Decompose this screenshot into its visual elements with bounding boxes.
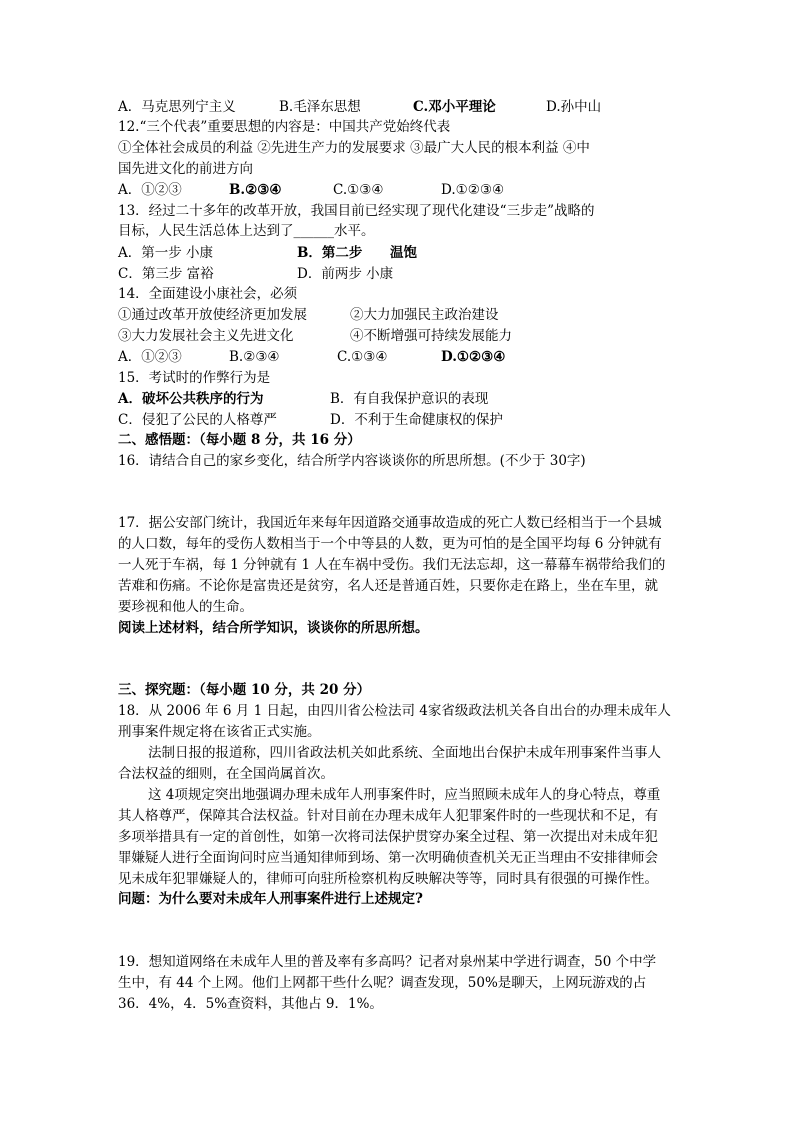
q17-line-2: 的人口数，每年的受伤人数相当于一个中等县的人数，更为可怕的是全国平均每 6 分钟就有	[118, 536, 662, 552]
q13-option-b: B．第二步	[297, 245, 363, 261]
q14-item-3: ③大力发展社会主义先进文化	[118, 328, 294, 344]
q19-line-2: 生中，有 44 个上网。他们上网都干些什么呢？调查发现，50%是聊天，上网玩游戏的占	[118, 975, 647, 991]
q18-p2-line-1: 法制日报的报道称，四川省政法机关如此系统、全面地出台保护未成年刑事案件当事人	[148, 745, 661, 761]
q17-line-5: 要珍视和他人的生命。	[118, 599, 253, 615]
q13-option-c: C．第三步 富裕	[118, 266, 214, 282]
q14-item-2: ②大力加强民主政治建设	[350, 307, 499, 323]
q13-option-d: D．前两步 小康	[297, 266, 394, 282]
section2-heading: 二、感悟题：（每小题 8 分，共 16 分）	[118, 432, 361, 448]
q12-items-line2: 国先进文化的前进方向	[118, 161, 253, 177]
q13-option-b-answer: 温饱	[390, 245, 417, 261]
q14-option-d: D.①②③④	[441, 349, 506, 365]
q12-option-b: B.②③④	[229, 182, 282, 198]
q18-question: 问题：为什么要对未成年人刑事案件进行上述规定?	[118, 891, 423, 907]
q14-stem: 14．全面建设小康社会，必须	[118, 286, 298, 302]
q17-prompt: 阅读上述材料，结合所学知识，谈谈你的所思所想。	[118, 620, 429, 636]
q18-p3-line-1: 这 4项规定突出地强调办理未成年人刑事案件时，应当照顾未成年人的身心特点，尊重	[148, 787, 661, 803]
q12-stem: 12.“三个代表”重要思想的内容是：中国共产党始终代表	[118, 119, 451, 135]
q11-option-a: A．马克思列宁主义	[118, 99, 236, 115]
q18-p3-line-5: 见未成年犯罪嫌疑人的，律师可向驻所检察机构反映解决等等，同时具有很强的可操作性。	[118, 871, 658, 887]
q17-line-3: 一人死于车祸，每 1 分钟就有 1 人在车祸中受伤。我们无法忘却，这一幕幕车祸带给我们的	[118, 557, 666, 573]
q19-line-1: 19．想知道网络在未成年人里的普及率有多高吗？记者对泉州某中学进行调查，50 个中学	[118, 954, 657, 970]
q15-option-c: C．侵犯了公民的人格尊严	[118, 412, 277, 428]
q15-option-b: B．有自我保护意识的表现	[330, 391, 489, 407]
q18-p3-line-4: 罪嫌疑人进行全面询问时应当通知律师到场、第一次明确侦查机关无正当理由不安排律师会	[118, 850, 658, 866]
q13-option-a: A．第一步 小康	[118, 245, 214, 261]
q14-option-a: A．①②③	[118, 349, 182, 365]
section3-heading: 三、探究题：（每小题 10 分，共 20 分）	[118, 682, 371, 698]
q18-p3-line-3: 多项举措具有一定的首创性，如第一次将司法保护贯穿办案全过程、第一次提出对未成年犯	[118, 829, 658, 845]
q17-line-1: 17．据公安部门统计，我国近年来每年因道路交通事故造成的死亡人数已经相当于一个县城	[118, 515, 662, 531]
q14-item-1: ①通过改革开放使经济更加发展	[118, 307, 307, 323]
q11-option-c: C.邓小平理论	[413, 99, 496, 115]
q19-line-3: 36．4%，4．5%查资料，其他占 9．1%。	[118, 996, 383, 1012]
q12-option-c: C.①③④	[333, 182, 384, 198]
q17-line-4: 苦难和伤痛。不论你是富贵还是贫穷，名人还是普通百姓，只要你走在路上，坐在车里，就	[118, 578, 658, 594]
q14-option-c: C.①③④	[337, 349, 388, 365]
q18-p2-line-2: 合法权益的细则，在全国尚属首次。	[118, 766, 334, 782]
q15-stem: 15．考试时的作弊行为是	[118, 370, 271, 386]
q13-stem-line2: 目标，人民生活总体上达到了______水平。	[118, 223, 375, 239]
q18-p3-line-2: 其人格尊严，保障其合法权益。针对目前在办理未成年人犯罪案件时的一些现状和不足，有	[118, 808, 658, 824]
q11-option-b: B.毛泽东思想	[279, 99, 361, 115]
q15-option-d: D．不利于生命健康权的保护	[330, 412, 503, 428]
q14-option-b: B.②③④	[229, 349, 280, 365]
q15-option-a: A．破坏公共秩序的行为	[118, 391, 264, 407]
q12-items-line1: ①全体社会成员的利益 ②先进生产力的发展要求 ③最广大人民的根本利益 ④中	[118, 140, 590, 156]
q11-option-d: D.孙中山	[546, 99, 602, 115]
q18-line-1: 18．从 2006 年 6 月 1 日起，由四川省公检法司 4家省级政法机关各自出台的办理未成年人	[118, 703, 671, 719]
q14-item-4: ④不断增强可持续发展能力	[350, 328, 512, 344]
q16-stem: 16．请结合自己的家乡变化，结合所学内容谈谈你的所思所想。(不少于 30字)	[118, 453, 586, 469]
q12-option-d: D.①②③④	[441, 182, 505, 198]
q13-stem-line1: 13．经过二十多年的改革开放，我国目前已经实现了现代化建设“三步走”战略的	[118, 203, 595, 219]
q18-line-2: 刑事案件规定将在该省正式实施。	[118, 724, 321, 740]
q12-option-a: A．①②③	[118, 182, 182, 198]
